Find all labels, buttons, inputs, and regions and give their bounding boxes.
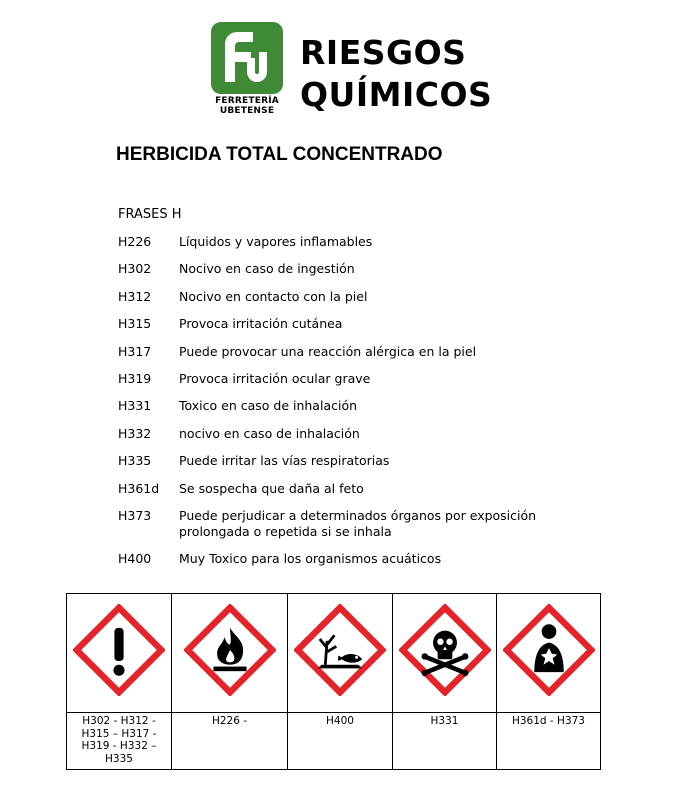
phrase-text: Puede perjudicar a determinados órganos por exposición prolongada o repetida si se inhala (179, 507, 537, 539)
phrase-text: Nocivo en caso de ingestión (179, 261, 355, 277)
title-line-2: QUÍMICOS (300, 75, 493, 114)
logo-text-line2: UBETENSE (219, 106, 275, 116)
phrase-text: Toxico en caso de inhalación (179, 398, 358, 414)
phrase-code: H226 (118, 234, 152, 249)
environment-icon (294, 604, 386, 696)
phrase-item (118, 481, 538, 497)
pictogram-cell (67, 594, 172, 769)
phrase-code: H312 (118, 288, 152, 304)
phrase-code: H400 (118, 551, 152, 567)
exclamation-mark-icon (73, 604, 165, 696)
phrase-item (118, 371, 538, 387)
phrase-text: Provoca irritación cutánea (179, 316, 343, 332)
phrase-item (118, 261, 538, 277)
phrase-code: H302 (118, 261, 152, 277)
phrase-text: Puede provocar una reacción alérgica en la piel (179, 343, 477, 359)
phrase-text: nocivo en caso de inhalación (179, 425, 360, 441)
phrase-item (118, 344, 538, 360)
phrase-item (118, 234, 538, 250)
pictogram-cell (393, 594, 497, 769)
logo-badge (211, 22, 283, 94)
phrase-code: H332 (118, 425, 152, 441)
phrase-code: H361d (118, 480, 160, 496)
pictogram-codes: H302 - H312 - H315 – H317 - H319 - H332 – H335 (67, 712, 171, 765)
logo-text-line1: FERRETERÍA (215, 96, 279, 106)
pictogram-cell (497, 594, 600, 769)
phrase-code: H317 (118, 343, 152, 359)
phrase-text: Muy Toxico para los organismos acuáticos (179, 551, 442, 567)
section-title: FRASES H (118, 207, 182, 222)
flame-icon (184, 604, 276, 696)
health-hazard-icon (503, 604, 595, 696)
title-line-1: RIESGOS (300, 33, 467, 72)
document-title (300, 32, 492, 116)
phrase-code: H315 (118, 316, 152, 332)
phrase-item (118, 316, 538, 332)
phrase-item (118, 551, 538, 567)
phrase-code: H335 (118, 453, 152, 469)
phrase-code: H331 (118, 398, 152, 414)
phrase-item (118, 453, 538, 469)
phrase-text: Puede irritar las vías respiratorias (179, 453, 390, 469)
phrase-item (118, 289, 538, 305)
pictogram-codes: H400 (288, 712, 392, 728)
phrase-item (118, 508, 538, 540)
product-name: HERBICIDA TOTAL CONCENTRADO (116, 144, 443, 165)
skull-crossbones-icon (399, 604, 491, 696)
pictogram-codes: H361d - H373 (497, 712, 600, 728)
pictogram-codes: H226 - (172, 712, 287, 728)
fu-logo-icon (211, 22, 283, 94)
hazard-phrases-list (118, 234, 538, 579)
pictogram-cell (172, 594, 288, 769)
phrase-text: Nocivo en contacto con la piel (179, 288, 368, 304)
phrase-code: H319 (118, 370, 152, 386)
phrase-item (118, 398, 538, 414)
company-logo (210, 22, 284, 120)
phrase-item (118, 426, 538, 442)
pictogram-table (66, 593, 601, 770)
phrase-text: Se sospecha que daña al feto (179, 480, 364, 496)
pictogram-codes: H331 (393, 712, 496, 728)
pictogram-cell (288, 594, 393, 769)
phrase-text: Provoca irritación ocular grave (179, 370, 371, 386)
phrase-code: H373 (118, 507, 152, 523)
phrase-text: Líquidos y vapores inflamables (179, 234, 373, 249)
